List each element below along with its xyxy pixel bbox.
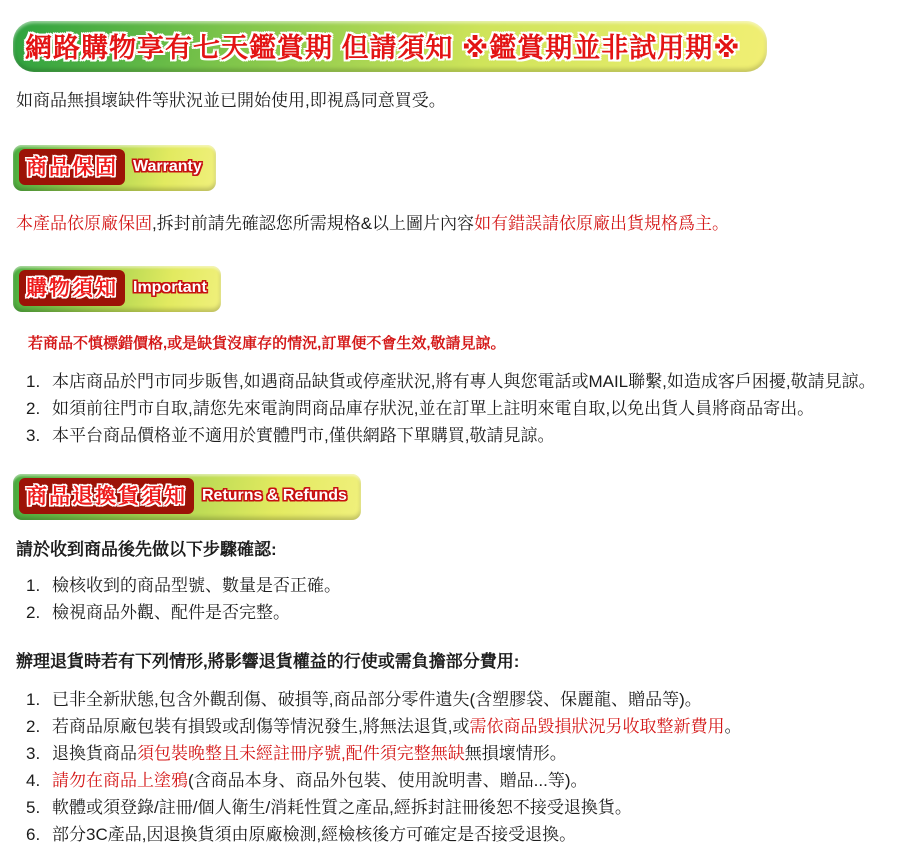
check-list bbox=[0, 572, 900, 626]
intro-text: 如商品無損壞缺件等狀況並已開始使用,即視爲同意買受。 bbox=[16, 91, 446, 110]
list-item-number: 3. bbox=[26, 426, 41, 445]
seven-day-banner-text: 網路購物享有七天鑑賞期 但請須知 ※鑑賞期並非試用期※ bbox=[25, 33, 741, 63]
list-item-number: 2. bbox=[26, 399, 41, 418]
shopping-section-badge bbox=[13, 266, 221, 312]
list-item-text: 檢核收到的商品型號、數量是否正確。 bbox=[52, 576, 341, 595]
list-item bbox=[26, 767, 886, 794]
shopping-subtitle: Important bbox=[133, 279, 207, 296]
list-item bbox=[26, 572, 886, 599]
list-item bbox=[26, 794, 886, 821]
list-item-number: 1. bbox=[26, 576, 41, 595]
list-item-number: 1. bbox=[26, 372, 41, 391]
list-item-text: 本店商品於門市同步販售,如遇商品缺貨或停產狀況,將有專人與您電話或MAIL聯繫,如造成客戶困擾,敬請見諒。 bbox=[52, 372, 876, 391]
list-item-text: 已非全新狀態,包含外觀刮傷、破損等,商品部分零件遺失(含塑膠袋、保麗龍、贈品等)。 bbox=[52, 690, 702, 709]
list-item-text: 本平台商品價格並不適用於實體門市,僅供網路下單購買,敬請見諒。 bbox=[52, 426, 555, 445]
warranty-subtitle: Warranty bbox=[133, 158, 202, 175]
list-item-number: 3. bbox=[26, 744, 41, 763]
list-item bbox=[26, 713, 886, 740]
list-item-text: 退換貨商品須包裝晚整且未經註冊序號,配件須完整無缺無損壞情形。 bbox=[52, 744, 567, 763]
seven-day-banner bbox=[13, 21, 767, 72]
list-item-text: 軟體或須登錄/註冊/個人衛生/消耗性質之產品,經拆封註冊後恕不接受退換貨。 bbox=[52, 798, 632, 817]
warranty-seg-3: 如有錯誤請依原廠出貨規格爲主。 bbox=[474, 214, 730, 233]
returns-subtitle: Returns & Refunds bbox=[202, 487, 347, 504]
returns-title: 商品退換貨須知 bbox=[19, 478, 194, 514]
warranty-seg-1: 本產品依原廠保固 bbox=[16, 214, 152, 233]
list-item-text: 請勿在商品上塗鴉(含商品本身、商品外包裝、使用說明書、贈品...等)。 bbox=[52, 771, 588, 790]
list-item-text: 如須前往門市自取,請您先來電詢問商品庫存狀況,並在訂單上註明來電自取,以免出貨人員將商品寄出。 bbox=[52, 399, 815, 418]
warranty-section-badge bbox=[13, 145, 216, 191]
list-item bbox=[26, 368, 886, 395]
list-item-number: 1. bbox=[26, 690, 41, 709]
list-item-text: 檢視商品外觀、配件是否完整。 bbox=[52, 603, 290, 622]
pricing-notice: 若商品不慎標錯價格,或是缺貨沒庫存的情況,訂單便不會生效,敬請見諒。 bbox=[28, 335, 506, 352]
warranty-seg-2: ,拆封前請先確認您所需規格&以上圖片內容 bbox=[152, 214, 475, 233]
list-item-number: 2. bbox=[26, 603, 41, 622]
list-item-text: 若商品原廠包裝有損毀或刮傷等情況發生,將無法退貨,或需依商品毀損狀況另收取整新費用。 bbox=[52, 717, 742, 736]
list-item-number: 2. bbox=[26, 717, 41, 736]
intro-paragraph bbox=[0, 87, 900, 114]
check-intro: 請於收到商品後先做以下步驟確認: bbox=[16, 540, 277, 559]
list-item bbox=[26, 740, 886, 767]
conditions-list bbox=[0, 686, 900, 848]
list-item-number: 5. bbox=[26, 798, 41, 817]
shopping-list bbox=[0, 368, 900, 449]
list-item bbox=[26, 821, 886, 848]
warranty-paragraph bbox=[0, 210, 900, 237]
list-item-text: 部分3C產品,因退換貨須由原廠檢測,經檢核後方可確定是否接受退換。 bbox=[52, 825, 577, 844]
list-item-number: 6. bbox=[26, 825, 41, 844]
list-item bbox=[26, 686, 886, 713]
warranty-title: 商品保固 bbox=[19, 149, 125, 185]
list-item bbox=[26, 422, 886, 449]
conditions-intro: 辦理退貨時若有下列情形,將影響退貨權益的行使或需負擔部分費用: bbox=[16, 652, 520, 671]
list-item bbox=[26, 599, 886, 626]
returns-section-badge bbox=[13, 474, 361, 520]
list-item-number: 4. bbox=[26, 771, 41, 790]
shopping-title: 購物須知 bbox=[19, 270, 125, 306]
list-item bbox=[26, 395, 886, 422]
